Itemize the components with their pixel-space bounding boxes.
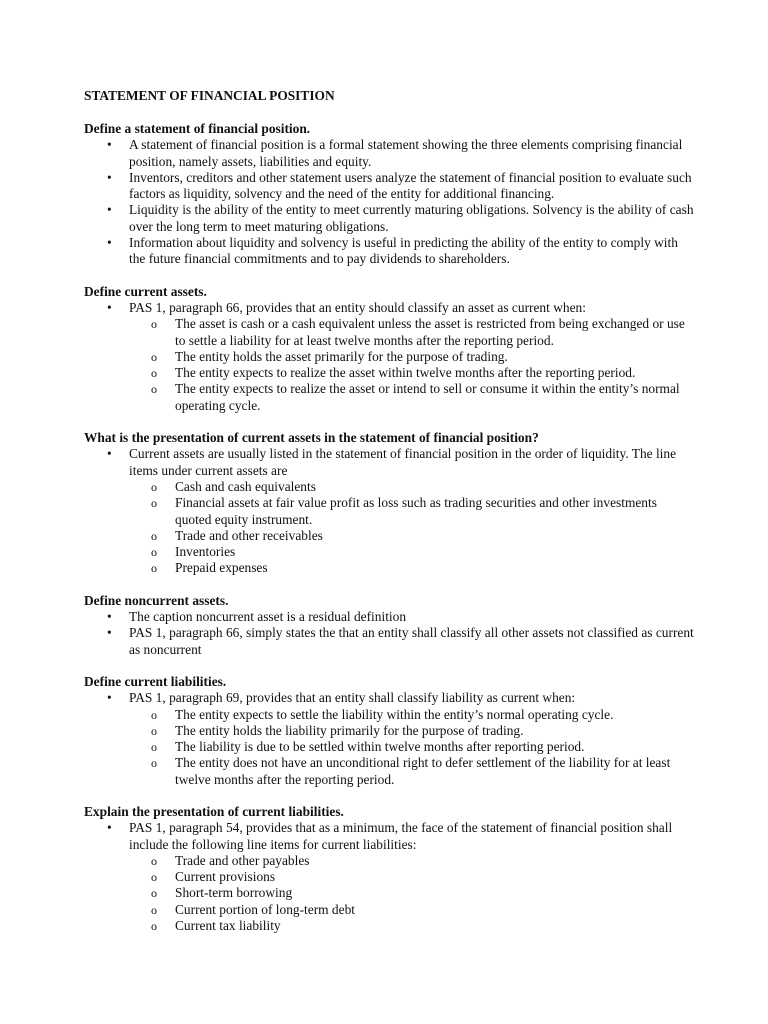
section-current-assets-definition xyxy=(84,284,694,414)
sub-bullet-item: o Trade and other payables xyxy=(129,853,694,869)
bullet-list xyxy=(84,137,694,267)
section-heading: What is the presentation of current assets in the statement of financial position? xyxy=(84,430,539,446)
bullet-item: • Information about liquidity and solvency is useful in predicting the ability of the entity to comply with the future financial commitments and to pay dividends to shareholders. xyxy=(84,235,694,268)
document-page xyxy=(84,88,694,950)
sub-bullet-item: o Cash and cash equivalents xyxy=(129,479,694,495)
sub-bullet-item: o Inventories xyxy=(129,544,694,560)
sub-bullet-item: o The entity expects to realize the asset within twelve months after the reporting period. xyxy=(129,365,694,381)
section-heading: Explain the presentation of current liabilities. xyxy=(84,803,344,819)
bullet-item: • Current assets are usually listed in the statement of financial position in the order of liquidity. The line items under current assets are xyxy=(84,446,694,479)
bullet-item: • PAS 1, paragraph 54, provides that as a minimum, the face of the statement of financial position shall include the following line items for current liabilities: xyxy=(84,820,694,853)
section-current-liabilities-definition xyxy=(84,674,694,788)
bullet-list xyxy=(84,690,694,706)
bullet-list xyxy=(84,446,694,479)
bullet-item: • PAS 1, paragraph 69, provides that an entity shall classify liability as current when: xyxy=(84,690,694,706)
bullet-list xyxy=(84,300,694,316)
bullet-item: • Liquidity is the ability of the entity to meet currently maturing obligations. Solvency is the ability of cash over the long term to meet maturing obligations. xyxy=(84,202,694,235)
section-current-assets-presentation xyxy=(84,430,694,577)
bullet-list xyxy=(84,820,694,853)
sub-bullet-item: o The entity holds the asset primarily for the purpose of trading. xyxy=(129,349,694,365)
section-heading: Define current assets. xyxy=(84,283,207,299)
section-noncurrent-assets-definition xyxy=(84,593,694,658)
sub-bullet-item: o Financial assets at fair value profit as loss such as trading securities and other investments quoted equity instrument. xyxy=(129,495,694,528)
sub-bullet-item: o The entity expects to settle the liability within the entity’s normal operating cycle. xyxy=(129,707,694,723)
sub-bullet-item: o The asset is cash or a cash equivalent unless the asset is restricted from being exchanged or use to settle a liability for at least twelve months after the reporting period. xyxy=(129,316,694,349)
sub-bullet-item: o The liability is due to be settled within twelve months after reporting period. xyxy=(129,739,694,755)
bullet-list xyxy=(84,609,694,658)
sub-bullet-item: o The entity does not have an unconditional right to defer settlement of the liability for at least twelve months after the reporting period. xyxy=(129,755,694,788)
bullet-item: • The caption noncurrent asset is a residual definition xyxy=(84,609,694,625)
section-statement-definition xyxy=(84,121,694,268)
section-current-liabilities-presentation xyxy=(84,804,694,934)
bullet-item: • A statement of financial position is a formal statement showing the three elements comprising financial position, namely assets, liabilities and equity. xyxy=(84,137,694,170)
sub-bullet-item: o The entity holds the liability primarily for the purpose of trading. xyxy=(129,723,694,739)
sub-bullet-item: o Trade and other receivables xyxy=(129,528,694,544)
bullet-item: • PAS 1, paragraph 66, simply states the that an entity shall classify all other assets not classified as current as noncurrent xyxy=(84,625,694,658)
sub-bullet-item: o Short-term borrowing xyxy=(129,885,694,901)
sub-bullet-item: o Current portion of long-term debt xyxy=(129,902,694,918)
sub-bullet-item: o The entity expects to realize the asset or intend to sell or consume it within the entity’s normal operating cycle. xyxy=(129,381,694,414)
sub-bullet-item: o Current tax liability xyxy=(129,918,694,934)
sub-bullet-item: o Prepaid expenses xyxy=(129,560,694,576)
bullet-item: • PAS 1, paragraph 66, provides that an entity should classify an asset as current when: xyxy=(84,300,694,316)
document-title: STATEMENT OF FINANCIAL POSITION xyxy=(84,88,335,103)
sub-bullet-list xyxy=(129,316,694,414)
section-heading: Define noncurrent assets. xyxy=(84,592,229,608)
sub-bullet-item: o Current provisions xyxy=(129,869,694,885)
sub-bullet-list xyxy=(129,853,694,934)
sub-bullet-list xyxy=(129,479,694,577)
section-heading: Define a statement of financial position. xyxy=(84,121,311,136)
sub-bullet-list xyxy=(129,707,694,788)
bullet-item: • Inventors, creditors and other statement users analyze the statement of financial position to evaluate such factors as liquidity, solvency and the need of the entity for additional financing. xyxy=(84,170,694,203)
section-heading: Define current liabilities. xyxy=(84,673,227,689)
